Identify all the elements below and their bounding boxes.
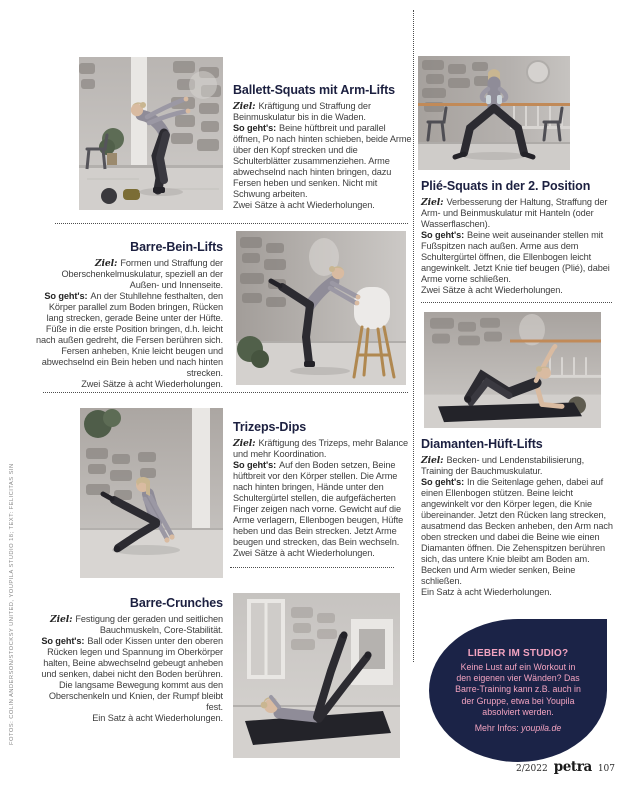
ziel-label: Ziel: bbox=[421, 197, 444, 208]
info-label: Mehr Infos: bbox=[474, 723, 519, 734]
exercise-steps: Auf den Boden setzen, Beine hüftbreit vor den Körper stellen. Die Arme nach hinten bringen, Hände unter den Schultergürtel stellen, die aufgefächerten Finger zeigen nach vorne. Gewicht auf die Arme verlagern, Ellenbogen beugen, Hüfte heben und das Bein strecken. Jetzt Arme beugen und strecken, das Bein wechseln. bbox=[233, 460, 404, 547]
exercise-sets: Zwei Sätze à acht Wiederholungen. bbox=[233, 200, 375, 210]
studio-bubble-title: LIEBER IM STUDIO? bbox=[467, 647, 569, 659]
so-gehts-label: So geht's: bbox=[44, 291, 88, 301]
exercise-steps: Beine weit auseinander stellen mit Fußspitzen nach außen. Arme aus dem Schultergürtel öffnen, die Ellenbogen leicht angewinkelt. Jetzt Knie tief beugen (Plié), dabei Arme vorne schließen. bbox=[421, 230, 610, 284]
exercise-goal: Festigung der geraden und seitlichen Bauchmuskeln, Core-Stabilität. bbox=[75, 614, 223, 635]
photo-ballett-squats bbox=[79, 57, 223, 210]
studio-bubble-info bbox=[475, 723, 562, 733]
so-gehts-label: So geht's: bbox=[41, 636, 85, 646]
ziel-label: Ziel: bbox=[233, 438, 256, 449]
exercise-sets: Zwei Sätze à acht Wiederholungen. bbox=[81, 379, 223, 389]
exercise-block-plie-squats bbox=[421, 179, 614, 296]
magazine-logo: petra bbox=[553, 759, 592, 775]
photo-barre-bein-lifts bbox=[236, 231, 406, 385]
exercise-block-ballett-squats bbox=[233, 83, 412, 211]
exercise-block-barre-crunches bbox=[33, 596, 223, 724]
exercise-title: Trizeps-Dips bbox=[233, 420, 307, 434]
issue-number: 2/2022 bbox=[516, 764, 548, 774]
so-gehts-label: So geht's: bbox=[421, 477, 465, 487]
exercise-block-diamanten-hueft-lifts bbox=[421, 437, 615, 598]
so-gehts-label: So geht's: bbox=[421, 230, 465, 240]
exercise-block-barre-bein-lifts bbox=[33, 240, 223, 390]
exercise-steps: Ball oder Kissen unter den oberen Rücken legen und Spannung im Oberkörper halten, Beine abwechselnd gebeugt anheben und senken, dabei nicht den Boden berühren. Die langsame Bewegung kommt aus den Oberschenkeln und Knien, der Rumpf bleibt fest. bbox=[41, 636, 223, 712]
ziel-label: Ziel: bbox=[94, 258, 118, 269]
so-gehts-label: So geht's: bbox=[233, 123, 277, 133]
ziel-label: Ziel: bbox=[233, 101, 256, 112]
exercise-goal: Becken- und Lendenstabilisierung, Training der Bauchmuskulatur. bbox=[421, 455, 585, 476]
section-divider bbox=[43, 392, 408, 393]
section-divider bbox=[55, 223, 408, 224]
exercise-title: Barre-Crunches bbox=[129, 596, 223, 610]
photo-barre-crunches bbox=[233, 593, 400, 758]
section-divider bbox=[230, 567, 394, 568]
vertical-divider bbox=[413, 10, 414, 662]
ziel-label: Ziel: bbox=[49, 614, 73, 625]
exercise-goal: Formen und Straffung der Oberschenkelmuskulatur, speziell an der Außen- und Innenseite. bbox=[61, 258, 223, 290]
studio-info-bubble bbox=[429, 619, 607, 762]
exercise-goal: Verbesserung der Haltung, Straffung der Arm- und Beinmuskulatur mit Hanteln (oder Wasserflaschen). bbox=[421, 197, 608, 229]
info-link: youpila.de bbox=[521, 723, 562, 734]
exercise-sets: Zwei Sätze à acht Wiederholungen. bbox=[233, 548, 375, 558]
exercise-title: Diamanten-Hüft-Lifts bbox=[421, 437, 543, 451]
exercise-goal: Kräftigung des Trizeps, mehr Balance und mehr Koordination. bbox=[233, 438, 409, 459]
exercise-sets: Zwei Sätze à acht Wiederholungen. bbox=[421, 285, 563, 295]
exercise-title: Ballett-Squats mit Arm-Lifts bbox=[233, 83, 396, 97]
exercise-block-trizeps-dips bbox=[233, 420, 412, 559]
photo-trizeps-dips bbox=[80, 408, 223, 578]
exercise-title: Plié-Squats in der 2. Position bbox=[421, 179, 591, 193]
exercise-goal: Kräftigung und Straffung der Beinmuskulatur bis in die Waden. bbox=[233, 101, 371, 122]
photo-diamanten-hueft-lifts bbox=[424, 312, 601, 428]
exercise-steps: Beine hüftbreit und parallel öffnen, Po nach hinten schieben, beide Arme über den Kopf strecken und die Schulterblätter zusammenziehen. Arme abwechselnd nach hinten bringen, dazu Fersen heben und senken. Nicht mit Schwung arbeiten. bbox=[233, 123, 412, 199]
section-divider bbox=[421, 302, 612, 303]
exercise-sets: Ein Satz à acht Wiederholungen. bbox=[92, 713, 223, 723]
so-gehts-label: So geht's: bbox=[233, 460, 277, 470]
photo-credits: FOTOS: COLIN ANDERSON/STOCKSY UNITED, YOUPILA STUDIO 18; TEXT: FELICITAS SIN bbox=[9, 463, 15, 745]
exercise-steps: An der Stuhllehne festhalten, den Körper parallel zum Boden bringen, Rücken lang strecken, gerade Beine unter der Hüfte. Füße in die erste Position bringen, d.h. leicht nach außen gedreht, die Fersen berühren sich. Fersen anheben, Knie leicht beugen und abwechselnd ein Bein heben und nach hinten strecken. bbox=[35, 291, 223, 378]
page-number: 107 bbox=[597, 764, 615, 774]
exercise-steps: In die Seitenlage gehen, dabei auf einen Ellenbogen stützen. Beine leicht angewinkelt vor den Körper legen, die Knie übereinander. Jetzt den Rücken lang strecken, ausatmend das Becken anheben, den Arm nach oben strecken und dabei die Beine wie einen Diamanten öffnen. Die Zehenspitzen berühren sich, das untere Knie bleibt am Boden am. Becken und Arm wieder senken, Beine schließen. bbox=[421, 477, 613, 586]
ziel-label: Ziel: bbox=[421, 455, 444, 466]
page-footer bbox=[516, 759, 615, 775]
studio-bubble-text: Keine Lust auf ein Workout in den eigenen vier Wänden? Das Barre-Training kann z.B. auch in der Gruppe, etwa bei Youpila absolviert werden. bbox=[455, 661, 581, 717]
photo-plie-squats bbox=[418, 56, 570, 170]
exercise-title: Barre-Bein-Lifts bbox=[130, 240, 223, 254]
exercise-sets: Ein Satz à acht Wiederholungen. bbox=[421, 587, 552, 597]
